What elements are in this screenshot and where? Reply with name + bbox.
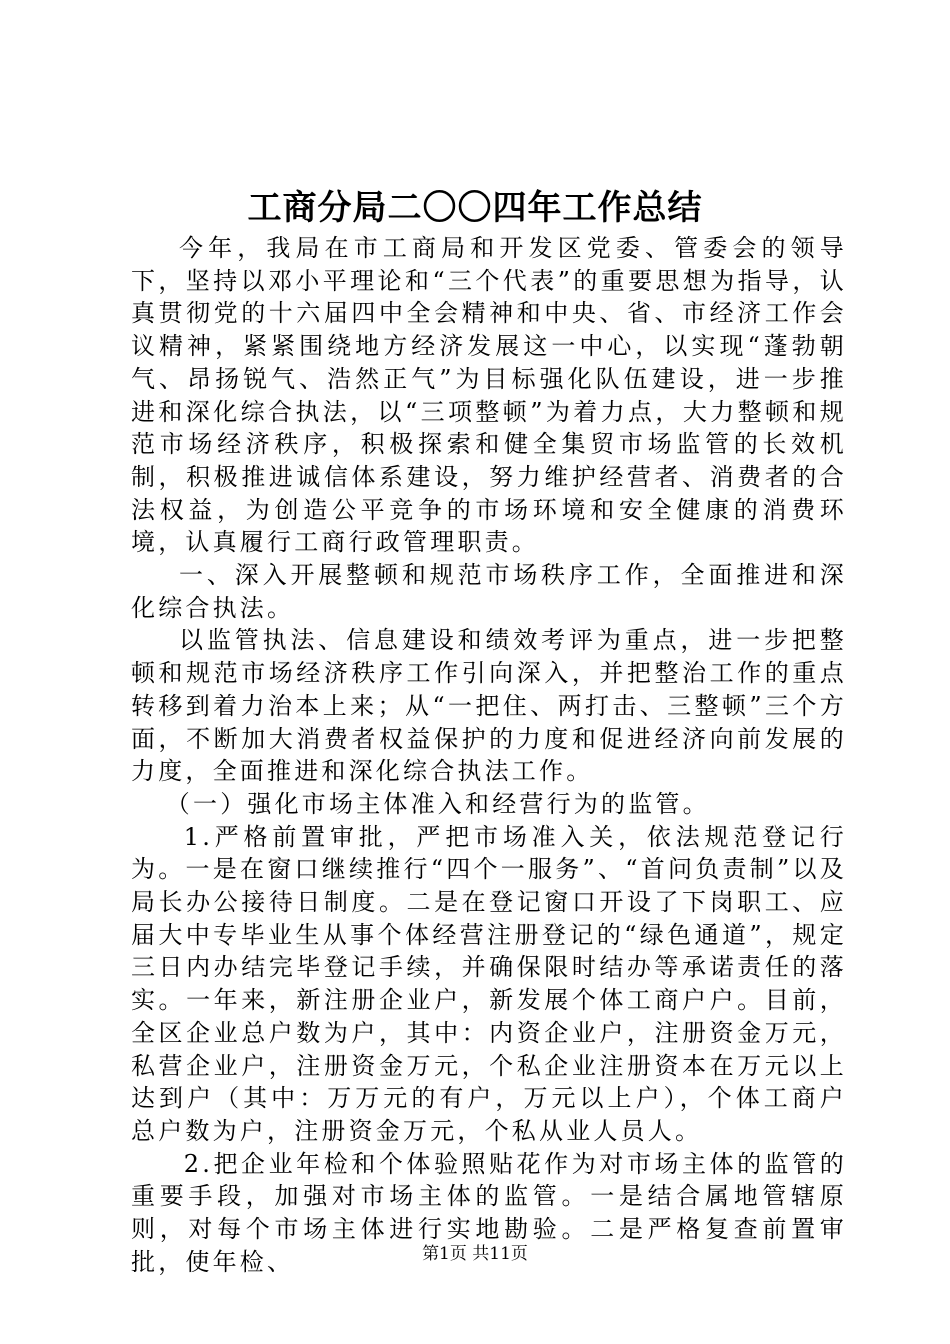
- paragraph-item-1: 1.严格前置审批，严把市场准入关，依法规范登记行为。一是在窗口继续推行“四个一服务”、“首问负责制”以及局长办公接待日制度。二是在登记窗口开设了下岗职工、应届大中专毕业生从事个体经营注册登记的“绿色通道”，规定三日内办结完毕登记手续，并确保限时结办等承诺责任的落实。一年来，新注册企业户，新发展个体工商户户。目前，全区企业总户数为户，其中：内资企业户，注册资金万元，私营企业户，注册资金万元，个私企业注册资本在万元以上达到户（其中：万万元的有户，万元以上户），个体工商户总户数为户，注册资金万元，个私从业人员人。: [131, 822, 847, 1145]
- subsection-heading-1: （一）强化市场主体准入和经营行为的监管。: [165, 789, 710, 818]
- paragraph-intro: 今年，我局在市工商局和开发区党委、管委会的领导下，坚持以邓小平理论和“三个代表”的重要思想为指导，认真贯彻党的十六届四中全会精神和中央、省、市经济工作会议精神，紧紧围绕地方经济发展这一中心，以实现“蓬勃朝气、昂扬锐气、浩然正气”为目标强化队伍建设，进一步推进和深化综合执法，以“三项整顿”为着力点，大力整顿和规范市场经济秩序，积极探索和健全集贸市场监管的长效机制，积极推进诚信体系建设，努力维护经营者、消费者的合法权益，为创造公平竞争的市场环境和安全健康的消费环境，认真履行工商行政管理职责。: [131, 234, 847, 557]
- document-title: 工商分局二〇〇四年工作总结: [247, 188, 703, 228]
- paragraph-section-1: 以监管执法、信息建设和绩效考评为重点，进一步把整顿和规范市场经济秩序工作引向深入，并把整治工作的重点转移到着力治本上来；从“一把住、两打击、三整顿”三个方面，不断加大消费者权益保护的力度和促进经济向前发展的力度，全面推进和深化综合执法工作。: [131, 626, 847, 786]
- document-body: [131, 232, 847, 1279]
- section-heading-1: 一、深入开展整顿和规范市场秩序工作，全面推进和深化综合执法。: [131, 561, 847, 622]
- page-footer: 第1页 共11页: [422, 1244, 528, 1264]
- paragraph-item-2: 2.把企业年检和个体验照贴花作为对市场主体的监管的重要手段，加强对市场主体的监管。一是结合属地管辖原则，对每个市场主体进行实地勘验。二是严格复查前置审批，使年检、: [131, 1149, 847, 1276]
